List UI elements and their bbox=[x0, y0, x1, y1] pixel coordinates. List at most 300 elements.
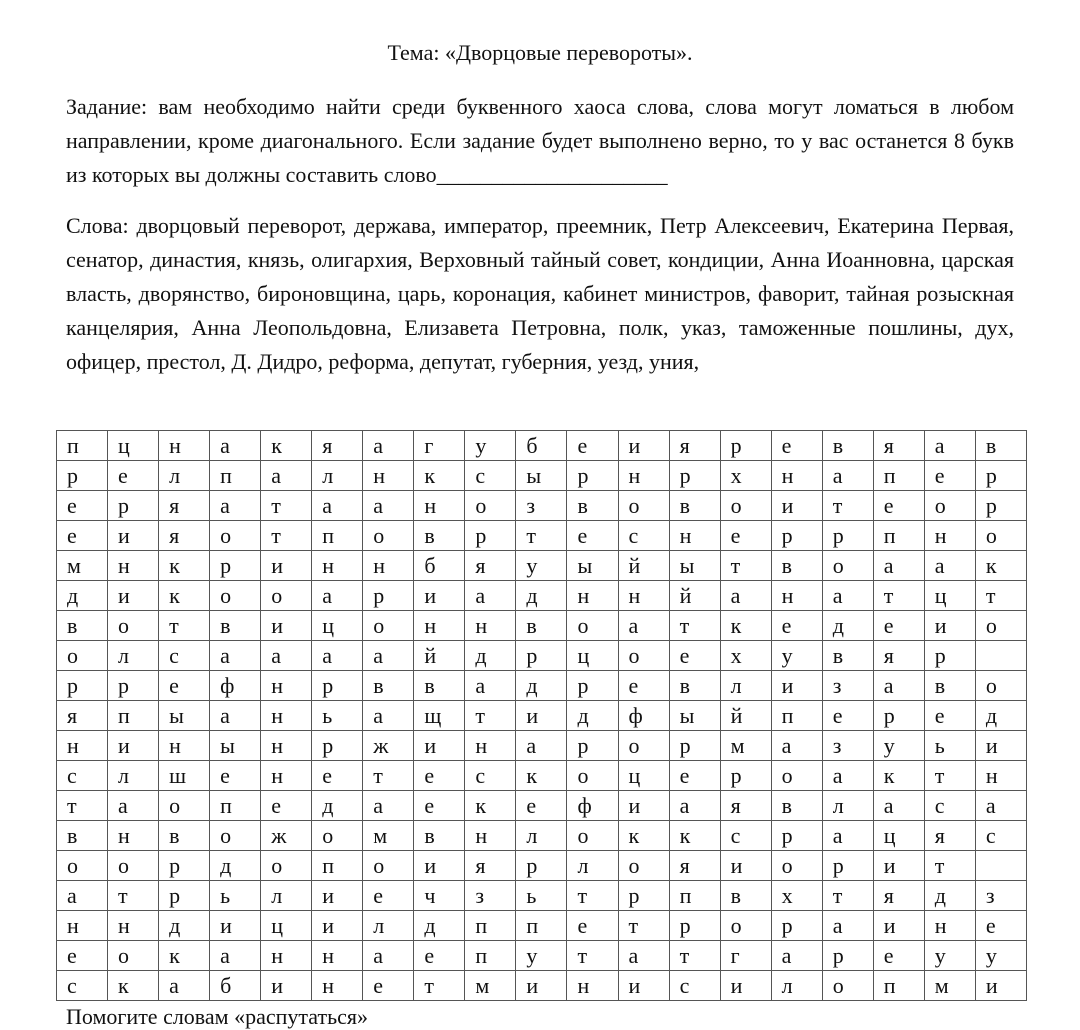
grid-cell: е bbox=[363, 881, 414, 911]
grid-cell: к bbox=[516, 761, 567, 791]
grid-cell: а bbox=[924, 431, 975, 461]
grid-cell: з bbox=[516, 491, 567, 521]
grid-cell: е bbox=[312, 761, 363, 791]
grid-cell: к bbox=[618, 821, 669, 851]
grid-cell: и bbox=[771, 491, 822, 521]
grid-cell: с bbox=[57, 761, 108, 791]
grid-row bbox=[57, 881, 1027, 911]
grid-cell: е bbox=[567, 911, 618, 941]
grid-cell: н bbox=[669, 521, 720, 551]
grid-row bbox=[57, 641, 1027, 671]
grid-cell: т bbox=[975, 581, 1026, 611]
grid-cell: н bbox=[414, 611, 465, 641]
grid-cell: д bbox=[465, 641, 516, 671]
grid-cell: а bbox=[669, 791, 720, 821]
grid-cell: л bbox=[771, 971, 822, 1001]
grid-cell: р bbox=[567, 461, 618, 491]
grid-cell: с bbox=[669, 971, 720, 1001]
grid-cell: г bbox=[720, 941, 771, 971]
grid-cell: е bbox=[567, 521, 618, 551]
grid-cell: п bbox=[57, 431, 108, 461]
grid-cell: е bbox=[210, 761, 261, 791]
grid-cell: я bbox=[669, 431, 720, 461]
grid-cell: а bbox=[210, 941, 261, 971]
grid-row bbox=[57, 491, 1027, 521]
grid-cell: о bbox=[363, 521, 414, 551]
grid-cell: я bbox=[159, 521, 210, 551]
grid-cell: в bbox=[669, 671, 720, 701]
grid-cell: ж bbox=[363, 731, 414, 761]
grid-cell: о bbox=[618, 641, 669, 671]
grid-cell: а bbox=[873, 551, 924, 581]
grid-cell: я bbox=[312, 431, 363, 461]
grid-row bbox=[57, 791, 1027, 821]
grid-cell: р bbox=[720, 431, 771, 461]
grid-cell: д bbox=[159, 911, 210, 941]
grid-cell: а bbox=[618, 941, 669, 971]
grid-cell: у bbox=[924, 941, 975, 971]
footer-text: Помогите словам «распутаться» bbox=[66, 1004, 369, 1029]
grid-cell: а bbox=[210, 641, 261, 671]
grid-cell: а bbox=[108, 791, 159, 821]
grid-cell: е bbox=[720, 521, 771, 551]
grid-row bbox=[57, 551, 1027, 581]
grid-row bbox=[57, 911, 1027, 941]
grid-cell: е bbox=[669, 761, 720, 791]
grid-cell: п bbox=[873, 521, 924, 551]
grid-cell: д bbox=[567, 701, 618, 731]
grid-cell: г bbox=[414, 431, 465, 461]
grid-cell: и bbox=[516, 971, 567, 1001]
grid-cell: н bbox=[312, 551, 363, 581]
grid-cell: о bbox=[465, 491, 516, 521]
grid-cell: и bbox=[261, 611, 312, 641]
grid-cell: а bbox=[363, 431, 414, 461]
grid-cell: р bbox=[924, 641, 975, 671]
grid-cell: о bbox=[567, 761, 618, 791]
grid-cell: я bbox=[873, 431, 924, 461]
grid-cell: е bbox=[873, 941, 924, 971]
grid-cell: о bbox=[57, 851, 108, 881]
grid-cell: и bbox=[720, 851, 771, 881]
grid-cell: а bbox=[516, 731, 567, 761]
grid-cell: е bbox=[159, 671, 210, 701]
grid-cell: и bbox=[108, 581, 159, 611]
grid-cell: з bbox=[975, 881, 1026, 911]
grid-cell: ы bbox=[516, 461, 567, 491]
grid-cell: и bbox=[261, 971, 312, 1001]
grid-cell: н bbox=[363, 461, 414, 491]
grid-cell: о bbox=[771, 851, 822, 881]
grid-row bbox=[57, 821, 1027, 851]
grid-cell: т bbox=[720, 551, 771, 581]
grid-cell: о bbox=[108, 941, 159, 971]
grid-cell: е bbox=[975, 911, 1026, 941]
grid-cell: и bbox=[414, 851, 465, 881]
grid-cell: х bbox=[771, 881, 822, 911]
grid-cell: п bbox=[669, 881, 720, 911]
grid-cell: ы bbox=[159, 701, 210, 731]
grid-cell: н bbox=[465, 611, 516, 641]
grid-cell: р bbox=[771, 821, 822, 851]
grid-row bbox=[57, 761, 1027, 791]
grid-cell: в bbox=[669, 491, 720, 521]
word-search-grid bbox=[56, 430, 1027, 1001]
grid-cell: ы bbox=[567, 551, 618, 581]
grid-cell: а bbox=[363, 941, 414, 971]
grid-cell: и bbox=[516, 701, 567, 731]
grid-cell: е bbox=[414, 941, 465, 971]
grid-cell: н bbox=[618, 461, 669, 491]
grid-cell: л bbox=[312, 461, 363, 491]
grid-cell: а bbox=[465, 581, 516, 611]
grid-cell: м bbox=[57, 551, 108, 581]
grid-cell: а bbox=[720, 581, 771, 611]
grid-cell: й bbox=[720, 701, 771, 731]
grid-cell: т bbox=[363, 761, 414, 791]
grid-cell: н bbox=[261, 731, 312, 761]
grid-cell: а bbox=[159, 971, 210, 1001]
grid-cell: н bbox=[108, 821, 159, 851]
grid-row bbox=[57, 971, 1027, 1001]
grid-cell: н bbox=[618, 581, 669, 611]
grid-cell: н bbox=[567, 971, 618, 1001]
grid-cell: р bbox=[822, 941, 873, 971]
grid-cell: в bbox=[414, 671, 465, 701]
grid-cell: о bbox=[618, 731, 669, 761]
grid-cell: н bbox=[363, 551, 414, 581]
grid-cell: н bbox=[771, 461, 822, 491]
grid-cell: и bbox=[618, 431, 669, 461]
grid-cell: р bbox=[159, 851, 210, 881]
grid-row bbox=[57, 461, 1027, 491]
grid-row bbox=[57, 851, 1027, 881]
grid-cell: р bbox=[618, 881, 669, 911]
grid-cell: т bbox=[261, 491, 312, 521]
grid-cell: н bbox=[771, 581, 822, 611]
grid-cell: ь bbox=[312, 701, 363, 731]
grid-cell: а bbox=[924, 551, 975, 581]
grid-cell: о bbox=[312, 821, 363, 851]
grid-cell: к bbox=[873, 761, 924, 791]
grid-cell: т bbox=[516, 521, 567, 551]
grid-cell: у bbox=[771, 641, 822, 671]
grid-cell: о bbox=[210, 581, 261, 611]
word-list-paragraph: Слова: дворцовый переворот, держава, император, преемник, Петр Алексеевич, Екатерина Первая, сенатор, династия, князь, олигархия, Верховный тайный совет, кондиции, Анна Иоанновна, царская власть, дворянство, бироновщина, царь, коронация, кабинет министров, фаворит, тайная розыскная канцелярия, Анна Леопольдовна, Елизавета Петровна, полк, указ, таможенные пошлины, дух, офицер, престол, Д. Дидро, реформа, депутат, губерния, уезд, уния, bbox=[66, 213, 1014, 374]
grid-cell: я bbox=[57, 701, 108, 731]
grid-cell: о bbox=[975, 671, 1026, 701]
grid-cell: о bbox=[720, 911, 771, 941]
grid-cell: е bbox=[771, 431, 822, 461]
grid-cell: б bbox=[516, 431, 567, 461]
grid-cell: и bbox=[108, 731, 159, 761]
grid-cell: о bbox=[924, 491, 975, 521]
grid-cell: т bbox=[414, 971, 465, 1001]
grid-cell: в bbox=[771, 551, 822, 581]
grid-cell: с bbox=[159, 641, 210, 671]
grid-cell: р bbox=[567, 671, 618, 701]
grid-cell: п bbox=[465, 911, 516, 941]
grid-cell: б bbox=[414, 551, 465, 581]
grid-cell: п bbox=[771, 701, 822, 731]
grid-cell: н bbox=[312, 971, 363, 1001]
grid-cell: а bbox=[57, 881, 108, 911]
grid-cell: ц bbox=[924, 581, 975, 611]
grid-cell: д bbox=[210, 851, 261, 881]
grid-cell: в bbox=[924, 671, 975, 701]
grid-cell: у bbox=[516, 941, 567, 971]
grid-cell: в bbox=[414, 821, 465, 851]
grid-cell: у bbox=[975, 941, 1026, 971]
grid-cell: о bbox=[822, 551, 873, 581]
grid-cell: а bbox=[210, 431, 261, 461]
grid-cell: е bbox=[873, 611, 924, 641]
grid-cell: о bbox=[822, 971, 873, 1001]
grid-cell: п bbox=[312, 851, 363, 881]
grid-cell: н bbox=[108, 911, 159, 941]
grid-cell: к bbox=[159, 551, 210, 581]
grid-cell: ы bbox=[210, 731, 261, 761]
grid-cell: ь bbox=[516, 881, 567, 911]
grid-cell: в bbox=[975, 431, 1026, 461]
grid-cell: й bbox=[669, 581, 720, 611]
grid-cell: д bbox=[822, 611, 873, 641]
grid-cell: п bbox=[465, 941, 516, 971]
grid-cell: е bbox=[924, 461, 975, 491]
grid-cell: р bbox=[669, 911, 720, 941]
grid-row bbox=[57, 941, 1027, 971]
grid-cell: п bbox=[873, 971, 924, 1001]
grid-row bbox=[57, 701, 1027, 731]
grid-row bbox=[57, 581, 1027, 611]
grid-cell: е bbox=[516, 791, 567, 821]
grid-cell: о bbox=[261, 851, 312, 881]
grid-cell: с bbox=[618, 521, 669, 551]
grid-cell: с bbox=[465, 761, 516, 791]
grid-cell: о bbox=[210, 821, 261, 851]
grid-cell: п bbox=[210, 461, 261, 491]
grid-cell: о bbox=[771, 761, 822, 791]
grid-cell: п bbox=[108, 701, 159, 731]
grid-cell: н bbox=[261, 671, 312, 701]
grid-cell: о bbox=[975, 521, 1026, 551]
grid-cell: о bbox=[567, 611, 618, 641]
grid-cell: й bbox=[618, 551, 669, 581]
grid-cell: к bbox=[261, 431, 312, 461]
grid-cell: а bbox=[975, 791, 1026, 821]
grid-cell: я bbox=[465, 551, 516, 581]
grid-cell: р bbox=[975, 491, 1026, 521]
grid-cell: в bbox=[363, 671, 414, 701]
grid-cell: ж bbox=[261, 821, 312, 851]
grid-cell: с bbox=[465, 461, 516, 491]
grid-cell: я bbox=[465, 851, 516, 881]
grid-cell: з bbox=[822, 671, 873, 701]
grid-cell: и bbox=[108, 521, 159, 551]
grid-cell: ы bbox=[669, 701, 720, 731]
grid-cell: ч bbox=[414, 881, 465, 911]
grid-cell: с bbox=[57, 971, 108, 1001]
grid-cell: р bbox=[720, 761, 771, 791]
grid-cell: н bbox=[924, 911, 975, 941]
grid-cell: н bbox=[975, 761, 1026, 791]
grid-cell: а bbox=[210, 491, 261, 521]
grid-cell: е bbox=[822, 701, 873, 731]
grid-cell: л bbox=[108, 641, 159, 671]
grid-cell: р bbox=[159, 881, 210, 911]
grid-cell: и bbox=[414, 731, 465, 761]
grid-cell: е bbox=[57, 521, 108, 551]
grid-cell: ф bbox=[210, 671, 261, 701]
grid-cell: с bbox=[720, 821, 771, 851]
grid-cell: ф bbox=[618, 701, 669, 731]
grid-cell: е bbox=[363, 971, 414, 1001]
grid-cell: м bbox=[720, 731, 771, 761]
grid-cell: с bbox=[924, 791, 975, 821]
grid-cell: т bbox=[669, 941, 720, 971]
grid-cell: ь bbox=[210, 881, 261, 911]
grid-cell: у bbox=[873, 731, 924, 761]
grid-cell: к bbox=[108, 971, 159, 1001]
grid-cell: р bbox=[108, 491, 159, 521]
page-title: Тема: «Дворцовые перевороты». bbox=[387, 40, 693, 65]
grid-cell: к bbox=[465, 791, 516, 821]
grid-cell: л bbox=[567, 851, 618, 881]
grid-cell: р bbox=[669, 731, 720, 761]
grid-cell: п bbox=[516, 911, 567, 941]
grid-cell: е bbox=[108, 461, 159, 491]
grid-cell: о bbox=[159, 791, 210, 821]
grid-cell: о bbox=[975, 611, 1026, 641]
grid-cell: е bbox=[669, 641, 720, 671]
grid-cell: д bbox=[975, 701, 1026, 731]
grid-cell: д bbox=[516, 581, 567, 611]
grid-cell: р bbox=[822, 521, 873, 551]
grid-cell bbox=[975, 641, 1026, 671]
grid-cell: р bbox=[312, 671, 363, 701]
grid-cell: д bbox=[414, 911, 465, 941]
grid-cell: н bbox=[57, 731, 108, 761]
grid-cell: в bbox=[516, 611, 567, 641]
grid-cell: о bbox=[618, 851, 669, 881]
grid-cell: н bbox=[261, 941, 312, 971]
grid-cell: ц bbox=[261, 911, 312, 941]
grid-cell: е bbox=[261, 791, 312, 821]
grid-cell: н bbox=[261, 701, 312, 731]
grid-cell: я bbox=[159, 491, 210, 521]
grid-cell: н bbox=[261, 761, 312, 791]
grid-cell: о bbox=[363, 851, 414, 881]
grid-cell: я bbox=[720, 791, 771, 821]
grid-cell: л bbox=[261, 881, 312, 911]
grid-cell: а bbox=[618, 611, 669, 641]
grid-cell: а bbox=[363, 491, 414, 521]
grid-cell: у bbox=[516, 551, 567, 581]
grid-cell: п bbox=[312, 521, 363, 551]
grid-row bbox=[57, 431, 1027, 461]
grid-cell: о bbox=[618, 491, 669, 521]
grid-cell: ц bbox=[312, 611, 363, 641]
grid-cell: я bbox=[924, 821, 975, 851]
grid-cell: я bbox=[669, 851, 720, 881]
grid-cell: а bbox=[363, 641, 414, 671]
grid-cell: о bbox=[57, 641, 108, 671]
grid-cell: и bbox=[924, 611, 975, 641]
grid-cell: р bbox=[516, 851, 567, 881]
grid-cell: р bbox=[312, 731, 363, 761]
grid-cell: н bbox=[465, 731, 516, 761]
grid-cell: и bbox=[261, 551, 312, 581]
grid-cell: а bbox=[363, 701, 414, 731]
grid-cell: р bbox=[975, 461, 1026, 491]
grid-cell: а bbox=[261, 461, 312, 491]
grid-cell: р bbox=[465, 521, 516, 551]
grid-cell: в bbox=[414, 521, 465, 551]
grid-cell: л bbox=[363, 911, 414, 941]
grid-cell: т bbox=[108, 881, 159, 911]
grid-cell: е bbox=[57, 491, 108, 521]
grid-cell: в bbox=[822, 641, 873, 671]
grid-cell: е bbox=[567, 431, 618, 461]
grid-cell: о bbox=[363, 611, 414, 641]
grid-cell: а bbox=[465, 671, 516, 701]
grid-cell: я bbox=[873, 641, 924, 671]
grid-cell: т bbox=[873, 581, 924, 611]
grid-cell: в bbox=[720, 881, 771, 911]
grid-cell: в bbox=[57, 611, 108, 641]
grid-cell: н bbox=[312, 941, 363, 971]
grid-cell bbox=[975, 851, 1026, 881]
grid-cell: в bbox=[57, 821, 108, 851]
grid-cell: н bbox=[465, 821, 516, 851]
grid-cell: т bbox=[924, 761, 975, 791]
grid-cell: л bbox=[822, 791, 873, 821]
grid-cell: о bbox=[261, 581, 312, 611]
grid-cell: й bbox=[414, 641, 465, 671]
grid-cell: ц bbox=[108, 431, 159, 461]
grid-cell: в bbox=[567, 491, 618, 521]
grid-row bbox=[57, 671, 1027, 701]
grid-cell: р bbox=[210, 551, 261, 581]
grid-cell: и bbox=[771, 671, 822, 701]
grid-cell: к bbox=[159, 581, 210, 611]
grid-cell: т bbox=[822, 881, 873, 911]
grid-cell: к bbox=[669, 821, 720, 851]
grid-cell: л bbox=[516, 821, 567, 851]
grid-cell: и bbox=[618, 791, 669, 821]
grid-cell: и bbox=[312, 881, 363, 911]
grid-cell: н bbox=[924, 521, 975, 551]
grid-cell: щ bbox=[414, 701, 465, 731]
grid-cell: е bbox=[414, 791, 465, 821]
grid-cell: а bbox=[822, 911, 873, 941]
grid-cell: ц bbox=[567, 641, 618, 671]
grid-cell: и bbox=[873, 911, 924, 941]
grid-cell: ь bbox=[924, 731, 975, 761]
grid-cell: у bbox=[465, 431, 516, 461]
grid-cell: а bbox=[312, 581, 363, 611]
grid-cell: и bbox=[618, 971, 669, 1001]
grid-cell: р bbox=[57, 461, 108, 491]
grid-row bbox=[57, 731, 1027, 761]
grid-cell: н bbox=[414, 491, 465, 521]
grid-cell: т bbox=[618, 911, 669, 941]
grid-cell: е bbox=[924, 701, 975, 731]
grid-cell: х bbox=[720, 461, 771, 491]
grid-cell: я bbox=[873, 881, 924, 911]
grid-cell: к bbox=[414, 461, 465, 491]
grid-cell: к bbox=[159, 941, 210, 971]
